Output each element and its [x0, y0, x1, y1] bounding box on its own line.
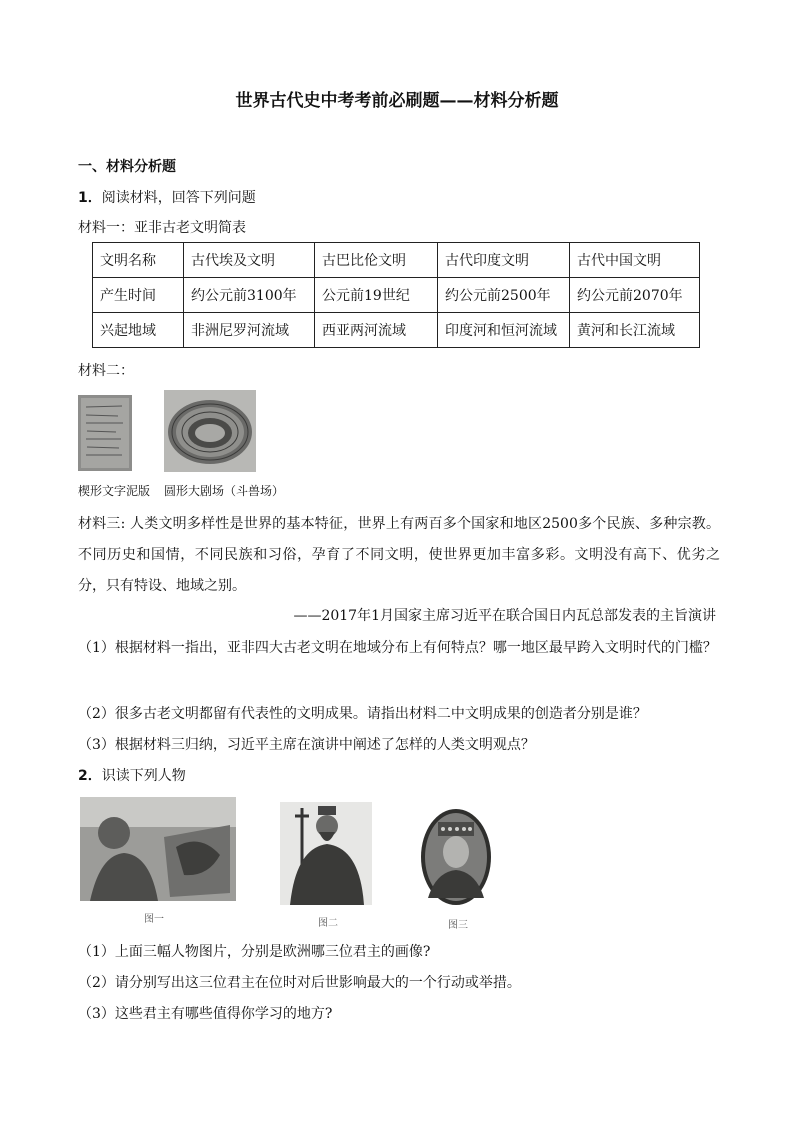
table-cell: 黄河和长江流域: [570, 313, 700, 348]
colosseum-image: [164, 390, 256, 472]
table-cell: 古巴比伦文明: [315, 243, 438, 278]
table-cell: 约公元前2500年: [438, 278, 570, 313]
table-cell: 古代印度文明: [438, 243, 570, 278]
question-2-heading: [78, 765, 186, 785]
colosseum-caption: 圆形大剧场（斗兽场）: [164, 484, 285, 498]
section-heading: 一、材料分析题: [78, 159, 176, 175]
table-cell: 公元前19世纪: [315, 278, 438, 313]
question-1-sub-2: （2）很多古老文明都留有代表性的文明成果。请指出材料二中文明成果的创造者分别是谁？: [78, 706, 647, 722]
material-3-text: 材料三: 人类文明多样性是世界的基本特征，世界上有两百多个国家和地区2500多个民族、多种宗教。不同历史和国情，不同民族和习俗，孕育了不同文明，使世界更加丰富多彩。文明没有高下、优劣之分，只有特设、地域之别。: [78, 516, 720, 594]
figure-2-label: 图二: [318, 918, 338, 929]
portrait-2-image: [280, 802, 372, 905]
tablet-caption: 楔形文字泥版: [78, 484, 151, 498]
question-number: 2．: [78, 768, 102, 784]
question-text: 阅读材料，回答下列问题: [101, 190, 256, 206]
table-cell: 非洲尼罗河流域: [184, 313, 315, 348]
table-cell: 古代埃及文明: [184, 243, 315, 278]
figure-1-label: 图一: [144, 914, 164, 925]
table-cell: 约公元前2070年: [570, 278, 700, 313]
table-row: [93, 278, 700, 313]
material-1-label: 材料一：亚非古老文明简表: [78, 220, 246, 236]
portrait-3-image: [420, 808, 492, 906]
table-cell: 文明名称: [93, 243, 184, 278]
table-row: [93, 243, 700, 278]
question-number: 1．: [78, 190, 102, 206]
page-title: 世界古代史中考考前必刷题——材料分析题: [235, 91, 559, 111]
table-cell: 兴起地域: [93, 313, 184, 348]
table-cell: 古代中国文明: [570, 243, 700, 278]
civilization-table: [92, 242, 700, 348]
question-text: 识读下列人物: [101, 768, 186, 784]
table-cell: 产生时间: [93, 278, 184, 313]
question-2-sub-2: （2）请分别写出这三位君主在位时对后世影响最大的一个行动或举措。: [78, 975, 521, 991]
figure-3-label: 图三: [448, 920, 468, 931]
portrait-1-image: [80, 797, 236, 901]
question-2-sub-1: （1）上面三幅人物图片，分别是欧洲哪三位君主的画像?: [78, 944, 431, 960]
table-cell: 约公元前3100年: [184, 278, 315, 313]
question-1-sub-1: （1）根据材料一指出，亚非四大古老文明在地域分布上有何特点？哪一地区最早跨入文明时代的门槛？: [78, 640, 717, 656]
question-1-heading: [78, 187, 256, 207]
table-cell: 西亚两河流域: [315, 313, 438, 348]
material-3-source: ——2017年1月国家主席习近平在联合国日内瓦总部发表的主旨演讲: [293, 608, 716, 624]
cuneiform-tablet-image: [78, 395, 132, 471]
question-2-sub-3: （3）这些君主有哪些值得你学习的地方?: [78, 1006, 333, 1022]
question-1-sub-3: （3）根据材料三归纳，习近平主席在演讲中阐述了怎样的人类文明观点？: [78, 737, 535, 753]
table-row: [93, 313, 700, 348]
material-2-label: 材料二：: [78, 363, 134, 379]
table-cell: 印度河和恒河流域: [438, 313, 570, 348]
